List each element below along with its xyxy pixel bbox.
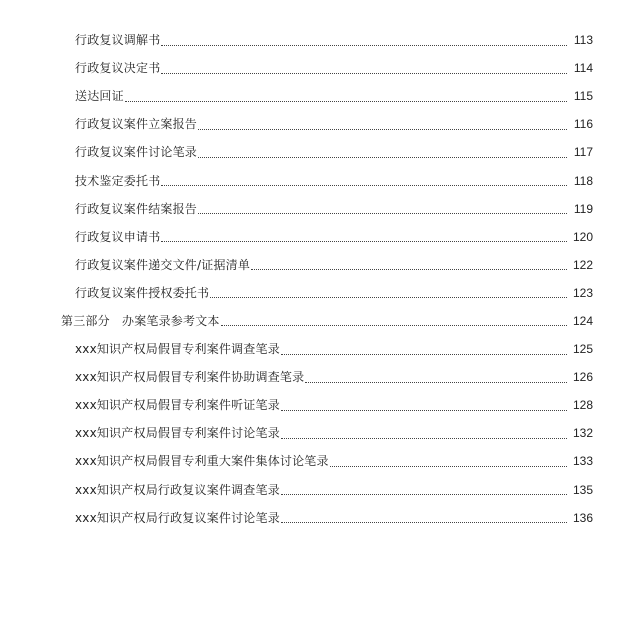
toc-entry[interactable] (0, 223, 644, 251)
toc-entry[interactable] (0, 335, 644, 363)
toc-entry[interactable] (0, 279, 644, 307)
toc-entry[interactable] (0, 82, 644, 110)
dot-leader (198, 157, 567, 158)
toc-entry-page: 120 (572, 229, 593, 244)
toc-entry-title: xxx知识产权局假冒专利重大案件集体讨论笔录 (75, 454, 329, 469)
dot-leader (161, 241, 567, 242)
toc-entry[interactable] (0, 166, 644, 194)
toc-entry-title: 行政复议案件立案报告 (75, 117, 198, 132)
toc-entry-page: 122 (572, 257, 593, 272)
toc-section-entry[interactable] (0, 307, 644, 335)
dot-leader (281, 410, 567, 411)
dot-leader (198, 129, 567, 130)
toc-entry-page: 123 (572, 285, 593, 300)
toc-entry[interactable] (0, 504, 644, 532)
toc-entry-title: 行政复议案件讨论笔录 (75, 145, 198, 160)
toc-entry-page: 124 (572, 313, 593, 328)
toc-entry-page: 135 (572, 482, 593, 497)
dot-leader (161, 45, 567, 46)
toc-entry-page: 117 (573, 145, 593, 160)
toc-entry-page: 136 (572, 510, 593, 525)
toc-entry[interactable] (0, 195, 644, 223)
toc-entry-title: 行政复议决定书 (75, 61, 161, 76)
toc-entry-title: 行政复议案件递交文件/证据清单 (75, 257, 251, 272)
toc-entry[interactable] (0, 419, 644, 447)
toc-entry-title: xxx知识产权局行政复议案件讨论笔录 (75, 510, 280, 525)
toc-entry-title: xxx知识产权局假冒专利案件调查笔录 (75, 342, 280, 357)
toc-entry[interactable] (0, 391, 644, 419)
toc-section-title: 第三部分 办案笔录参考文本 (61, 313, 220, 328)
toc-entry-title: xxx知识产权局行政复议案件调查笔录 (75, 482, 280, 497)
toc-entry-title: 行政复议申请书 (75, 229, 161, 244)
toc-entry[interactable] (0, 26, 644, 54)
toc-entry-page: 118 (573, 173, 593, 188)
toc-entry-page: 119 (573, 201, 593, 216)
dot-leader (161, 73, 567, 74)
dot-leader (281, 494, 567, 495)
toc-entry[interactable] (0, 110, 644, 138)
toc-entry[interactable] (0, 363, 644, 391)
dot-leader (210, 297, 567, 298)
toc-entry-page: 113 (573, 33, 593, 48)
table-of-contents (0, 26, 644, 532)
dot-leader (281, 522, 567, 523)
dot-leader (251, 269, 567, 270)
toc-entry-page: 132 (572, 426, 593, 441)
toc-entry-title: xxx知识产权局假冒专利案件讨论笔录 (75, 426, 280, 441)
toc-entry-title: 技术鉴定委托书 (75, 173, 161, 188)
toc-entry[interactable] (0, 447, 644, 475)
toc-entry-title: 送达回证 (75, 89, 124, 104)
toc-entry-page: 126 (572, 370, 593, 385)
dot-leader (305, 382, 567, 383)
dot-leader (161, 185, 567, 186)
toc-entry-title: xxx知识产权局假冒专利案件协助调查笔录 (75, 370, 305, 385)
toc-entry-title: 行政复议案件结案报告 (75, 201, 198, 216)
dot-leader (221, 325, 567, 326)
dot-leader (330, 466, 567, 467)
toc-entry[interactable] (0, 54, 644, 82)
toc-entry-page: 128 (572, 398, 593, 413)
toc-entry-title: xxx知识产权局假冒专利案件听证笔录 (75, 398, 280, 413)
dot-leader (125, 101, 567, 102)
toc-entry[interactable] (0, 138, 644, 166)
toc-entry-title: 行政复议案件授权委托书 (75, 285, 210, 300)
toc-entry-page: 114 (573, 61, 593, 76)
dot-leader (198, 213, 567, 214)
toc-entry-page: 115 (573, 89, 593, 104)
dot-leader (281, 438, 567, 439)
toc-entry-page: 116 (573, 117, 593, 132)
toc-entry[interactable] (0, 251, 644, 279)
toc-entry[interactable] (0, 476, 644, 504)
toc-entry-title: 行政复议调解书 (75, 33, 161, 48)
toc-entry-page: 125 (572, 342, 593, 357)
toc-entry-page: 133 (572, 454, 593, 469)
dot-leader (281, 354, 567, 355)
